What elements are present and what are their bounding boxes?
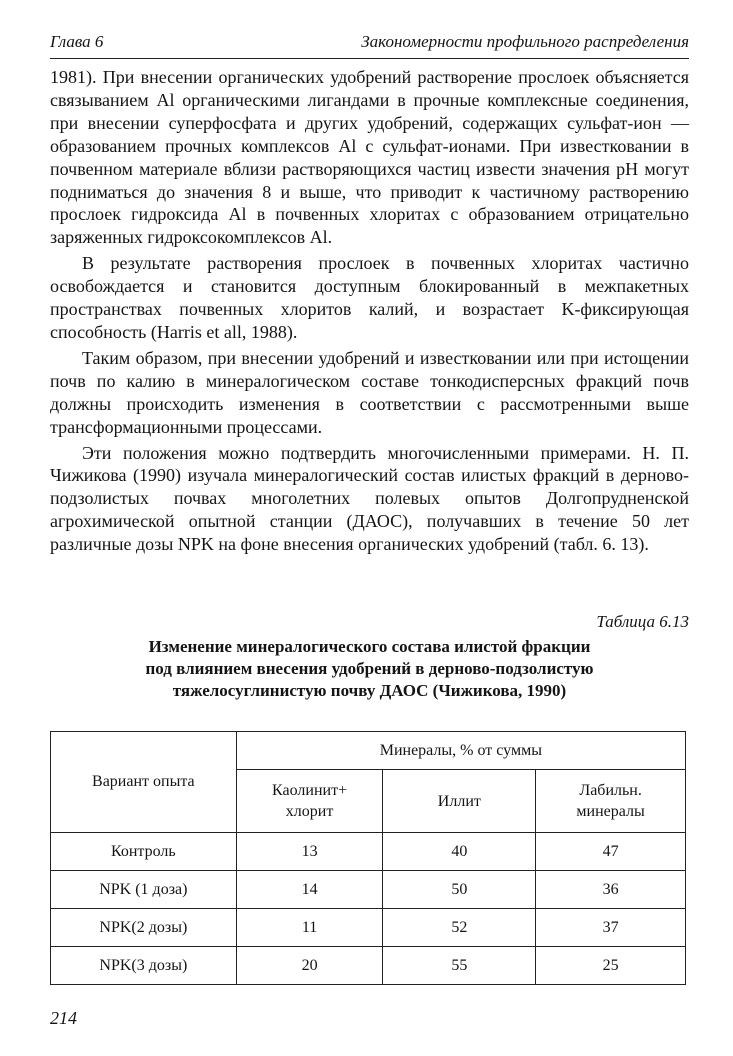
- body-text: [50, 66, 689, 556]
- cell-illite: 50: [383, 871, 536, 909]
- row-variant: NPK(3 дозы): [51, 947, 237, 985]
- table-title-line: тяжелосуглинистую почву ДАОС (Чижикова, 1990): [172, 681, 567, 700]
- cell-kaolinite: 11: [236, 909, 383, 947]
- table-row: [51, 909, 686, 947]
- cell-illite: 40: [383, 833, 536, 871]
- cell-kaolinite: 14: [236, 871, 383, 909]
- row-variant: Контроль: [51, 833, 237, 871]
- paragraph-4: Эти положения можно подтвердить многочисленными примерами. Н. П. Чижикова (1990) изучала минералогический состав илистых фракций в дерново-подзолистых почвах многолетних полевых опытов Долгопрудненской агрохимической опытной станции (ДАОС), получавших в течение 50 лет различные дозы NPK на фоне внесения органических удобрений (табл. 6. 13).: [50, 442, 689, 555]
- paragraph-2: В результате растворения прослоек в почвенных хлоритах частично освобождается и становится доступным блокированный в межпакетных пространствах почвенных хлоритов калий, и возрастает K-фиксирующая способность (Harris et all, 1988).: [50, 253, 689, 342]
- table-row: [51, 947, 686, 985]
- table-title: [60, 636, 679, 702]
- table-title-line: под влиянием внесения удобрений в дерново-подзолистую: [145, 659, 594, 678]
- column-header-line: Иллит: [437, 792, 481, 810]
- table-row: [51, 833, 686, 871]
- paragraph-3: Таким образом, при внесении удобрений и известковании или при истощении почв по калию в минералогическом составе тонкодисперсных фракций почв должны происходить изменения в соответствии с рассмотренными выше трансформационными процессами.: [50, 347, 689, 437]
- chapter-label: Глава 6: [50, 32, 104, 51]
- column-header-kaolinite: [236, 770, 383, 833]
- table-label: Таблица 6.13: [596, 612, 689, 631]
- cell-labile: 37: [536, 909, 686, 947]
- paragraph-1: 1981). При внесении органических удобрений растворение прослоек объясняется связыванием Al органическими лигандами в прочные комплексные соединения, при внесении суперфосфата и других удобрений, содержащих сульфат-ион — образованием прочных комплексов Al с сульфат-ионами. При известковании в почвенном материале вблизи растворяющихся частиц извести значения pH могут подниматься до значения 8 и выше, что приводит к частичному растворению прослоек гидроксида Al в почвенных хлоритах с образованием отрицательно заряженных гидроксокомплексов Al.: [50, 67, 689, 248]
- column-header-line: Каолинит+: [272, 782, 348, 799]
- cell-illite: 52: [383, 909, 536, 947]
- cell-labile: 47: [536, 833, 686, 871]
- row-variant: NPK(2 дозы): [51, 909, 237, 947]
- variant-header: Вариант опыта: [51, 732, 237, 833]
- row-variant: NPK (1 доза): [51, 871, 237, 909]
- table-title-line: Изменение минералогического состава илистой фракции: [148, 637, 591, 656]
- table-header-row: [51, 732, 686, 770]
- column-header-line: Лабильн.: [579, 782, 642, 799]
- cell-labile: 25: [536, 947, 686, 985]
- running-head: [50, 30, 689, 54]
- cell-kaolinite: 20: [236, 947, 383, 985]
- cell-kaolinite: 13: [236, 833, 383, 871]
- section-title: Закономерности профильного распределения: [361, 32, 689, 51]
- header-rule: [50, 58, 689, 59]
- column-header-line: минералы: [576, 803, 645, 820]
- cell-illite: 55: [383, 947, 536, 985]
- minerals-group-header: Минералы, % от суммы: [236, 732, 685, 770]
- page-number: 214: [50, 1008, 77, 1028]
- column-header-labile: [536, 770, 686, 833]
- minerals-table: [50, 731, 686, 985]
- column-header-line: хлорит: [285, 803, 334, 820]
- column-header-illite: [383, 770, 536, 833]
- table-row: [51, 871, 686, 909]
- cell-labile: 36: [536, 871, 686, 909]
